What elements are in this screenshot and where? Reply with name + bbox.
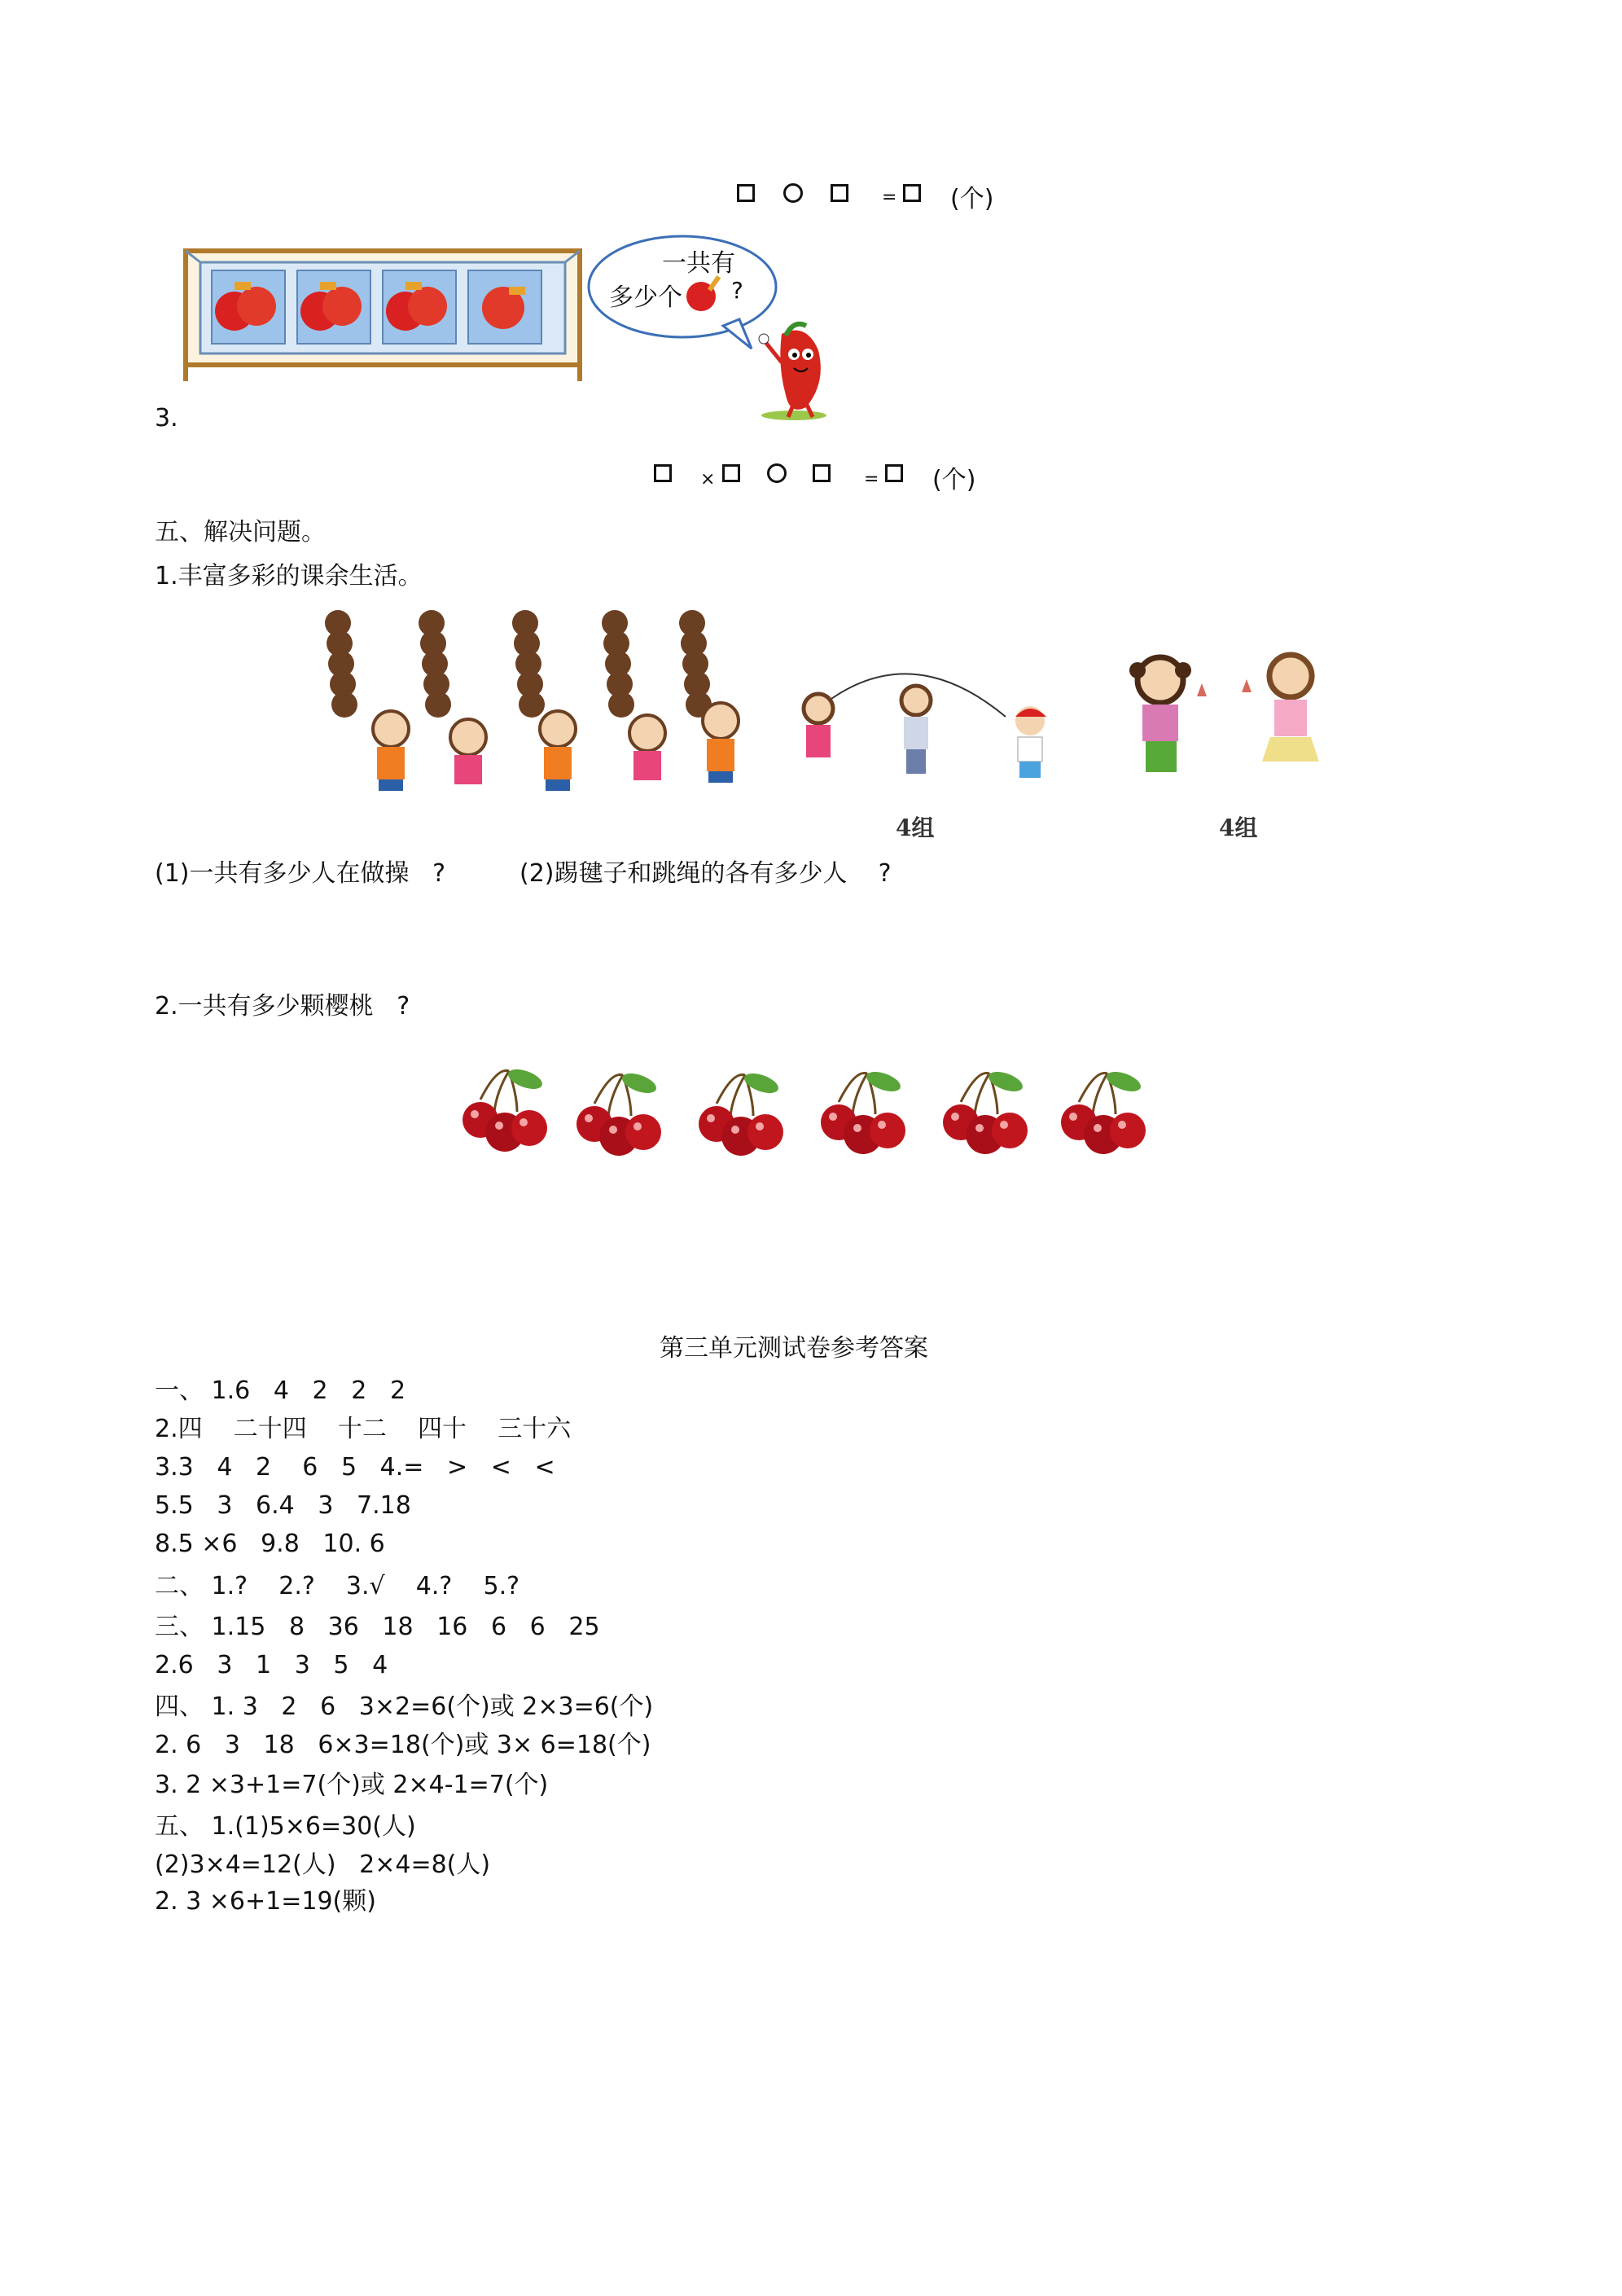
group-label-jump-rope: 4组 [896,814,935,841]
answer-line: 五、 1.(1)5×6=30(人) [155,1812,416,1841]
question-1-sub-2: (2)踢毽子和跳绳的各有多少人 ? [519,859,892,888]
answer-line: 5.5 3 6.4 3 7.18 [155,1491,411,1520]
pepper-character [757,318,847,424]
answer-line: 三、 1.15 8 36 18 16 6 6 25 [155,1613,600,1641]
question-1-title: 1.丰富多彩的课余生活。 [155,562,423,590]
column-3 [512,610,576,791]
question-2-title: 2.一共有多少颗樱桃 ? [155,992,410,1021]
cherry-bunch-1 [462,1065,547,1152]
cherry-bunch-2 [576,1069,661,1156]
question-3-label: 3. [155,404,178,432]
cherries-illustration [456,1063,1173,1161]
answer-box[interactable] [831,184,848,202]
equals-sign: = [882,187,897,208]
paddle-pack-2 [297,270,370,344]
operator-circle[interactable] [767,463,787,483]
bubble-line-2: 多少个 [609,283,682,312]
question-1-sub-1: (1)一共有多少人在做操 ? [155,859,446,888]
jump-rope-illustration [786,660,1063,798]
unit-label: (个) [932,466,976,494]
equation-row-3 [654,461,996,494]
answer-line: 2.6 3 1 3 5 4 [155,1651,388,1679]
shuttlecock-illustration [1111,648,1339,794]
answer-line: 8.5 ×6 9.8 10. 6 [155,1530,385,1558]
cherry-bunch-3 [699,1069,783,1156]
answer-box[interactable] [654,464,672,482]
answer-box[interactable] [903,184,921,202]
column-4 [602,610,665,780]
cherry-bunch-5 [943,1068,1028,1154]
column-1 [325,610,409,791]
paddle-shelf-illustration [179,241,586,384]
answer-line: 一、 1.6 4 2 2 2 [155,1376,406,1405]
answer-line: 3.3 4 2 6 5 4.= > < < [155,1453,555,1482]
section-5-heading: 五、解决问题。 [155,518,326,547]
answer-line: (2)3×4=12(人) 2×4=8(人) [155,1850,491,1879]
answer-box[interactable] [737,184,755,202]
answer-box[interactable] [813,464,831,482]
equation-row-1 [737,181,1014,213]
column-2 [419,610,486,784]
bubble-question: ? [731,277,743,304]
answer-line: 2. 3 ×6+1=19(颗) [155,1887,376,1916]
exercise-children-illustration [289,599,765,810]
paddle-pack-1 [212,270,285,344]
paddle-pack-3 [383,270,456,344]
group-label-shuttlecock: 4组 [1219,814,1258,841]
answer-line: 二、 1.? 2.? 3.√ 4.? 5.? [155,1572,520,1600]
answer-line: 3. 2 ×3+1=7(个)或 2×4-1=7(个) [155,1771,549,1799]
answer-line: 四、 1. 3 2 6 3×2=6(个)或 2×3=6(个) [155,1692,654,1721]
paddle-pack-4 [468,270,541,344]
bubble-line-1: 一共有 [662,249,735,278]
column-5 [679,610,739,783]
equals-sign: = [864,469,879,489]
unit-label: (个) [950,185,994,213]
answer-box[interactable] [722,464,740,482]
operator-circle[interactable] [783,183,803,203]
cherry-bunch-4 [821,1068,905,1154]
answer-line: 2.四 二十四 十二 四十 三十六 [155,1415,572,1443]
times-sign: × [700,469,716,489]
answers-title: 第三单元测试卷参考答案 [660,1334,928,1363]
answer-line: 2. 6 3 18 6×3=18(个)或 3× 6=18(个) [155,1731,651,1759]
cherry-bunch-6 [1061,1068,1146,1154]
answer-box[interactable] [885,464,903,482]
